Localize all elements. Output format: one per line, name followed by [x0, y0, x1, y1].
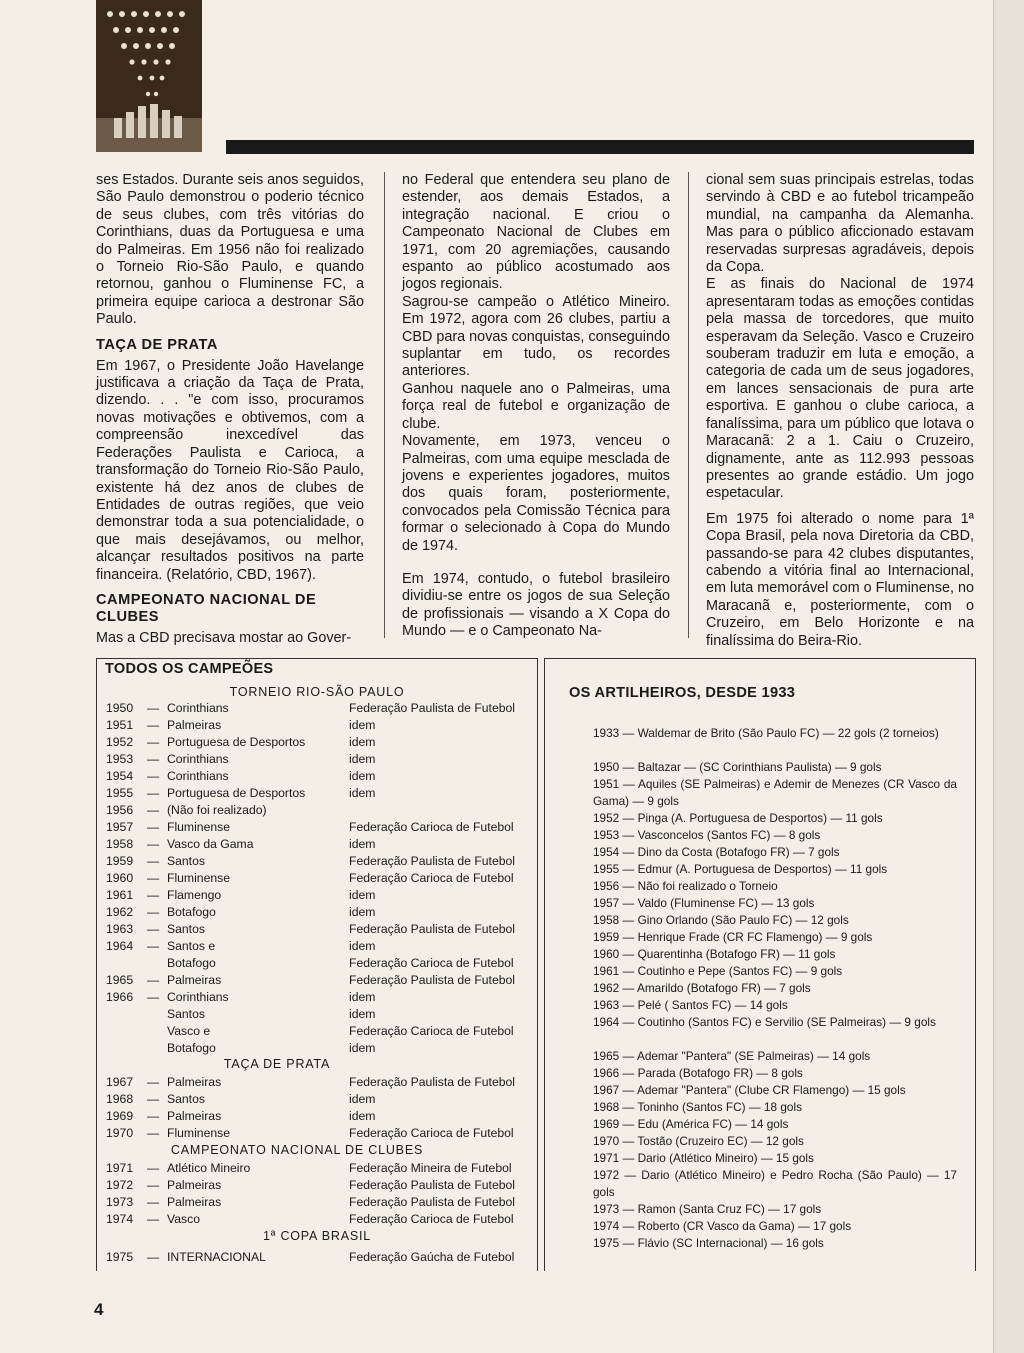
champion-team: (Não foi realizado): [167, 803, 267, 817]
champion-fed: Federação Carioca de Futebol: [349, 871, 514, 885]
champions-table: [96, 658, 538, 1271]
champion-fed: idem: [349, 837, 376, 851]
paragraph: Em 1975 foi alterado o nome para 1ª Copa Brasil, pela nova Diretoria da CBD, passando-se para 42 clubes disputantes, cabendo a vitória final ao Internacional, em luta memorável com o Fluminense, no Maracanã e, posteriormente, com o Cruzeiro, em Belo Horizonte e na finalíssima do Beira-Rio.: [706, 510, 974, 649]
champion-fed: Federação Carioca de Futebol: [349, 820, 514, 834]
champion-year: 1955: [106, 786, 134, 800]
paragraph: Novamente, em 1973, venceu o Palmeiras, com uma equipe mesclada de jovens e experientes jogadores, muitos dos quais foram, posteriormente, convocados pela Comissão Técnica para formar o selecionado à Copa do Mundo de 1974.: [402, 433, 670, 554]
champions-title: TODOS OS CAMPEÕES: [105, 661, 274, 677]
champion-dash: —: [147, 871, 160, 885]
table-row: [97, 1040, 537, 1057]
champion-team: Corinthians: [167, 769, 229, 783]
table-row: [97, 904, 537, 921]
champion-fed: idem: [349, 1109, 376, 1123]
champion-fed: Federação Paulista de Futebol: [349, 973, 515, 987]
champion-dash: —: [147, 973, 160, 987]
table-row: [97, 887, 537, 904]
champion-year: 1971: [106, 1161, 134, 1175]
champion-fed: idem: [349, 1092, 376, 1106]
table-row: [97, 972, 537, 989]
list-item: 1962 — Amarildo (Botafogo FR) — 7 gols: [593, 981, 811, 995]
champion-dash: —: [147, 837, 160, 851]
champion-fed: idem: [349, 769, 376, 783]
list-item: 1961 — Coutinho e Pepe (Santos FC) — 9 gols: [593, 964, 843, 978]
champion-team: Fluminense: [167, 820, 230, 834]
list-item: 1933 — Waldemar de Brito (São Paulo FC) — 22 gols (2 torneios): [593, 726, 939, 740]
champion-team: Fluminense: [167, 1126, 230, 1140]
champions-section-heading: TORNEIO RIO-SÃO PAULO: [229, 685, 405, 699]
champion-dash: —: [147, 735, 160, 749]
champion-team: Portuguesa de Desportos: [167, 735, 306, 749]
champion-team: INTERNACIONAL: [167, 1250, 266, 1264]
champion-year: 1957: [106, 820, 134, 834]
champion-team: Palmeiras: [167, 1195, 222, 1209]
table-row: [97, 1023, 537, 1040]
champion-dash: —: [147, 718, 160, 732]
list-item: 1969 — Edu (América FC) — 14 gols: [593, 1117, 789, 1131]
scorers-title: OS ARTILHEIROS, DESDE 1933: [569, 685, 796, 701]
champions-section-heading: 1ª COPA BRASIL: [263, 1229, 371, 1243]
table-row: [97, 1108, 537, 1125]
champion-team: Santos: [167, 922, 205, 936]
champion-year: 1972: [106, 1178, 134, 1192]
champion-year: 1966: [106, 990, 134, 1004]
table-row: [97, 751, 537, 768]
champion-fed: idem: [349, 939, 376, 953]
champion-team: Corinthians: [167, 701, 229, 715]
champion-team: Santos: [167, 1007, 205, 1021]
champion-fed: idem: [349, 905, 376, 919]
champion-dash: —: [147, 1195, 160, 1209]
table-row: [97, 1194, 537, 1211]
champion-team: Botafogo: [167, 1041, 216, 1055]
list-item: 1950 — Baltazar — (SC Corinthians Paulista) — 9 gols: [593, 760, 882, 774]
paragraph: E as finais do Nacional de 1974 apresentaram todas as emoções contidas pela massa de torcedores, que muito esperavam da Seleção. Vasco e Cruzeiro souberam traduzir em luta e emoção, a categoria de cada um de seus jogadores, em lances sensacionais de pura arte esportiva. E ganhou o clube carioca, a fanalíssima, para um público que lotava o Maracanã: 2 a 1. Caiu o Cruzeiro, dignamente, ante as 112.993 pessoas presentes ao grande estádio. Um jogo espetacular.: [706, 276, 974, 502]
champion-fed: Federação Paulista de Futebol: [349, 1075, 515, 1089]
champion-team: Vasco: [167, 1212, 200, 1226]
champion-fed: Federação Carioca de Futebol: [349, 1212, 514, 1226]
champions-section-heading: CAMPEONATO NACIONAL DE CLUBES: [170, 1143, 424, 1157]
list-item: 1973 — Ramon (Santa Cruz FC) — 17 gols: [593, 1202, 822, 1216]
champion-team: Palmeiras: [167, 1178, 222, 1192]
champion-year: 1954: [106, 769, 134, 783]
list-item: 1965 — Ademar "Pantera" (SE Palmeiras) — 14 gols: [593, 1049, 871, 1063]
champion-year: 1974: [106, 1212, 134, 1226]
list-item: 1956 — Não foi realizado o Torneio: [593, 879, 778, 893]
paragraph: Em 1967, o Presidente João Havelange justificava a criação da Taça de Prata, dizendo. . . "e com isso, procuramos novas motivações e obtivemos, com a compreensão inexcedível das Federações Paulista e Carioca, a transformação do Torneio Rio-São Paulo, existente há dez anos de clubes de Entidades de outras regiões, que veio demonstrar toda a sua potencialidade, o que mais desejávamos, ou melhor, alcançar resultados positivos na parte financeira. (Relatório, CBD, 1967).: [96, 357, 364, 583]
champion-year: 1951: [106, 718, 134, 732]
list-item: 1974 — Roberto (CR Vasco da Gama) — 17 gols: [593, 1219, 852, 1233]
table-row: [97, 989, 537, 1006]
list-item: 1959 — Henrique Frade (CR FC Flamengo) — 9 gols: [593, 930, 873, 944]
champion-team: Corinthians: [167, 752, 229, 766]
champion-dash: —: [147, 905, 160, 919]
paragraph: Ganhou naquele ano o Palmeiras, uma força real de futebol e organização de clube.: [402, 380, 670, 432]
text-column-2: [402, 172, 670, 641]
champion-team: Botafogo: [167, 905, 216, 919]
page-number: 4: [94, 1300, 104, 1319]
column-divider: [384, 172, 385, 638]
champion-dash: —: [147, 1250, 160, 1264]
champion-team: Santos: [167, 1092, 205, 1106]
page-edge: [993, 0, 1024, 1353]
champion-year: 1973: [106, 1195, 134, 1209]
table-row: [97, 853, 537, 870]
champion-year: 1961: [106, 888, 134, 902]
champion-fed: Federação Paulista de Futebol: [349, 854, 515, 868]
champion-team: Portuguesa de Desportos: [167, 786, 306, 800]
champion-fed: idem: [349, 752, 376, 766]
champion-year: 1965: [106, 973, 134, 987]
list-item: 1968 — Toninho (Santos FC) — 18 gols: [593, 1100, 802, 1114]
list-item: 1966 — Parada (Botafogo FR) — 8 gols: [593, 1066, 803, 1080]
champion-fed: Federação Gaúcha de Futebol: [349, 1250, 515, 1264]
text-column-1: [96, 172, 364, 647]
table-row: [97, 1249, 537, 1266]
champion-fed: Federação Mineira de Futebol: [349, 1161, 512, 1175]
champion-year: 1970: [106, 1126, 134, 1140]
champion-dash: —: [147, 803, 160, 817]
champions-section-heading: TAÇA DE PRATA: [223, 1057, 331, 1071]
champion-fed: Federação Paulista de Futebol: [349, 1195, 515, 1209]
table-row: [97, 1074, 537, 1091]
champion-year: 1963: [106, 922, 134, 936]
paragraph: Mas a CBD precisava mostar ao Gover-: [96, 629, 352, 646]
champion-dash: —: [147, 1126, 160, 1140]
table-row: [97, 1177, 537, 1194]
list-item: 1952 — Pinga (A. Portuguesa de Desportos) — 11 gols: [593, 811, 883, 825]
champion-dash: —: [147, 1178, 160, 1192]
champion-year: 1950: [106, 701, 134, 715]
champion-fed: Federação Paulista de Futebol: [349, 701, 515, 715]
table-row: [97, 836, 537, 853]
champion-dash: —: [147, 769, 160, 783]
table-row: [97, 768, 537, 785]
champion-year: 1968: [106, 1092, 134, 1106]
champion-dash: —: [147, 922, 160, 936]
paragraph: cional sem suas principais estrelas, todas servindo à CBD e ao futebol tricampeão mundial, na campanha da Alemanha. Mas para o público aficcionado estavam reservadas surpresas agradáveis, depois da Copa.: [706, 172, 974, 276]
section-heading: CAMPEONATO NACIONAL DE CLUBES: [96, 591, 317, 625]
list-item: 1972 — Dario (Atlético Mineiro) e Pedro Rocha (São Paulo) — 17 gols: [593, 1168, 957, 1199]
champion-team: Atlético Mineiro: [167, 1161, 251, 1175]
champion-dash: —: [147, 820, 160, 834]
champion-year: 1960: [106, 871, 134, 885]
champion-fed: Federação Carioca de Futebol: [349, 1126, 514, 1140]
champion-dash: —: [147, 1109, 160, 1123]
list-item: 1967 — Ademar "Pantera" (Clube CR Flamengo) — 15 gols: [593, 1083, 906, 1097]
champion-year: 1967: [106, 1075, 134, 1089]
champion-year: 1952: [106, 735, 134, 749]
header-rule: [226, 140, 974, 154]
champion-dash: —: [147, 1212, 160, 1226]
champion-team: Santos: [167, 854, 205, 868]
champion-year: 1964: [106, 939, 134, 953]
champion-fed: idem: [349, 888, 376, 902]
champion-year: 1953: [106, 752, 134, 766]
champion-dash: —: [147, 752, 160, 766]
list-item: 1958 — Gino Orlando (São Paulo FC) — 12 gols: [593, 913, 849, 927]
table-row: [97, 717, 537, 734]
champion-year: 1956: [106, 803, 134, 817]
table-row: [97, 1006, 537, 1023]
table-row: [97, 819, 537, 836]
champion-dash: —: [147, 1075, 160, 1089]
champion-year: 1969: [106, 1109, 134, 1123]
paragraph: Sagrou-se campeão o Atlético Mineiro. Em 1972, agora com 26 clubes, partiu a CBD para novas conquistas, conseguindo suplantar em tudo, os recordes anteriores.: [402, 293, 670, 380]
champion-team: Palmeiras: [167, 1109, 222, 1123]
champion-team: Vasco e: [167, 1024, 211, 1038]
champion-fed: idem: [349, 1041, 376, 1055]
list-item: 1975 — Flávio (SC Internacional) — 16 gols: [593, 1236, 824, 1250]
table-row: [97, 785, 537, 802]
champion-dash: —: [147, 701, 160, 715]
champion-fed: Federação Carioca de Futebol: [349, 1024, 514, 1038]
list-item: 1953 — Vasconcelos (Santos FC) — 8 gols: [593, 828, 821, 842]
table-row: [97, 802, 537, 819]
champion-year: 1958: [106, 837, 134, 851]
champion-year: 1975: [106, 1250, 134, 1264]
champion-dash: —: [147, 888, 160, 902]
table-row: [97, 1125, 537, 1142]
table-row: [97, 921, 537, 938]
list-item: 1963 — Pelé ( Santos FC) — 14 gols: [593, 998, 788, 1012]
champion-fed: Federação Carioca de Futebol: [349, 956, 514, 970]
champion-fed: idem: [349, 786, 376, 800]
table-row: [97, 734, 537, 751]
champion-year: 1959: [106, 854, 134, 868]
champion-team: Palmeiras: [167, 1075, 222, 1089]
champion-team: Fluminense: [167, 871, 230, 885]
paragraph: no Federal que entendera seu plano de estender, aos demais Estados, a integração nacional. E criou o Campeonato Nacional de Clubes em 1971, com 20 agremiações, causando espanto ao público acostumado aos jogos regionais.: [402, 172, 670, 293]
champion-dash: —: [147, 786, 160, 800]
text-column-3: [706, 172, 974, 650]
champion-team: Palmeiras: [167, 718, 222, 732]
champion-fed: idem: [349, 718, 376, 732]
list-item: 1951 — Aquiles (SE Palmeiras) e Ademir de Menezes (CR Vasco da Gama) — 9 gols: [593, 777, 957, 808]
champion-fed: idem: [349, 1007, 376, 1021]
section-heading: TAÇA DE PRATA: [96, 336, 218, 353]
table-row: [97, 1211, 537, 1228]
champion-dash: —: [147, 1092, 160, 1106]
column-divider: [688, 172, 689, 638]
champion-dash: —: [147, 939, 160, 953]
champion-team: Santos e: [167, 939, 216, 953]
list-item: 1957 — Valdo (Fluminense FC) — 13 gols: [593, 896, 815, 910]
champion-fed: Federação Paulista de Futebol: [349, 922, 515, 936]
top-scorers-table: [544, 658, 976, 1271]
table-row: [97, 955, 537, 972]
list-item: 1971 — Dario (Atlético Mineiro) — 15 gols: [593, 1151, 814, 1165]
champion-dash: —: [147, 1161, 160, 1175]
table-row: [97, 700, 537, 717]
table-row: [97, 870, 537, 887]
champion-year: 1962: [106, 905, 134, 919]
champion-fed: Federação Paulista de Futebol: [349, 1178, 515, 1192]
champion-team: Botafogo: [167, 956, 216, 970]
table-row: [97, 1091, 537, 1108]
champion-team: Corinthians: [167, 990, 229, 1004]
list-item: 1970 — Tostão (Cruzeiro EC) — 12 gols: [593, 1134, 804, 1148]
champion-fed: idem: [349, 735, 376, 749]
champion-team: Palmeiras: [167, 973, 222, 987]
table-row: [97, 938, 537, 955]
champion-dash: —: [147, 990, 160, 1004]
champion-team: Flamengo: [167, 888, 222, 902]
champion-fed: idem: [349, 990, 376, 1004]
champion-dash: —: [147, 854, 160, 868]
list-item: 1960 — Quarentinha (Botafogo FR) — 11 gols: [593, 947, 836, 961]
paragraph: Em 1974, contudo, o futebol brasileiro dividiu-se entre os jogos de sua Seleção de profissionais — visando a X Copa do Mundo — e o Campeonato Na-: [402, 570, 670, 640]
table-row: [97, 1160, 537, 1177]
list-item: 1955 — Edmur (A. Portuguesa de Desportos) — 11 gols: [593, 862, 888, 876]
paragraph: ses Estados. Durante seis anos seguidos, São Paulo demonstrou o poderio técnico de seus clubes, com três vitórias do Corinthians, duas da Portuguesa e uma do Palmeiras. Em 1956 não foi realizado o Torneio Rio-São Paulo, e quando retornou, ganhou o Fluminense FC, a primeira equipe carioca a destronar São Paulo.: [96, 172, 364, 328]
list-item: 1964 — Coutinho (Santos FC) e Servilio (SE Palmeiras) — 9 gols: [593, 1015, 936, 1029]
trophy-logo-icon: [96, 0, 202, 152]
list-item: 1954 — Dino da Costa (Botafogo FR) — 7 gols: [593, 845, 840, 859]
champion-team: Vasco da Gama: [167, 837, 254, 851]
